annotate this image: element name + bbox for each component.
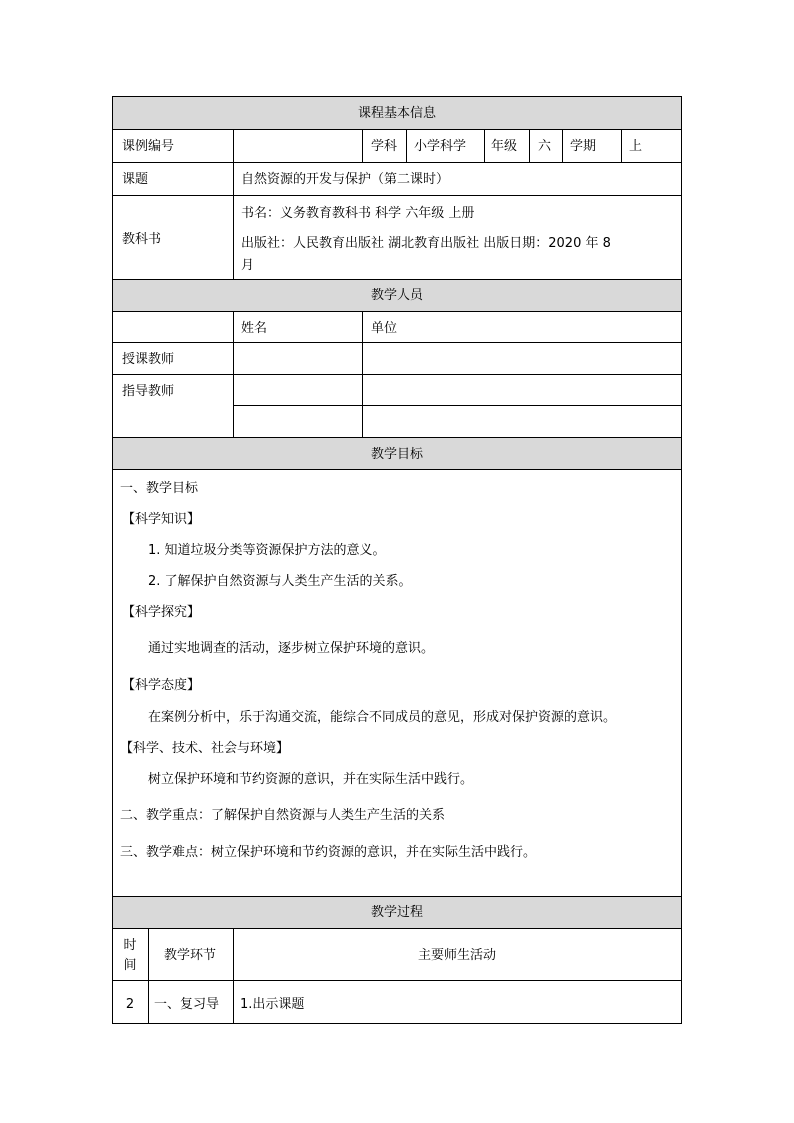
table-rule xyxy=(112,374,682,375)
table-rule xyxy=(112,162,682,163)
objective-line: 二、教学重点：了解保护自然资源与人类生产生活的关系 xyxy=(120,808,446,823)
objective-line: 【科学知识】 xyxy=(122,512,201,527)
objective-line: 【科学、技术、社会与环境】 xyxy=(120,741,290,756)
textbook-label: 教科书 xyxy=(122,232,162,247)
process-header: 教学过程 xyxy=(370,905,424,920)
table-rule xyxy=(233,129,234,279)
textbook-line-1: 书名：义务教育教科书 科学 六年级 上册 xyxy=(241,206,475,221)
textbook-line-3: 月 xyxy=(241,258,255,273)
table-rule xyxy=(233,405,682,406)
table-rule xyxy=(233,311,234,437)
term-label: 学期 xyxy=(570,139,597,154)
grade-value: 六 xyxy=(538,139,552,154)
table-rule xyxy=(112,96,682,97)
case-no-label: 课例编号 xyxy=(122,139,175,154)
table-rule xyxy=(112,195,682,196)
table-rule xyxy=(112,437,682,438)
objective-line: 【科学探究】 xyxy=(122,605,201,620)
topic-value: 自然资源的开发与保护（第二课时） xyxy=(241,172,450,187)
objective-line: 在案例分析中，乐于沟通交流，能综合不同成员的意见，形成对保护资源的意识。 xyxy=(148,710,617,725)
objective-line: 树立保护环境和节约资源的意识，并在实际生活中践行。 xyxy=(148,772,474,787)
table-rule xyxy=(484,129,485,162)
table-rule xyxy=(362,129,363,162)
process-row-activity: 1.出示课题 xyxy=(240,997,305,1012)
objective-line: 1. 知道垃圾分类等资源保护方法的意义。 xyxy=(148,543,386,558)
table-rule xyxy=(112,129,682,130)
table-rule xyxy=(406,129,407,162)
subject-value: 小学科学 xyxy=(414,139,467,154)
table-rule xyxy=(112,1023,682,1024)
objective-line: 通过实地调查的活动，逐步树立保护环境的意识。 xyxy=(148,641,435,656)
term-value: 上 xyxy=(629,139,643,154)
table-rule xyxy=(112,928,682,929)
activity-column-header: 主要师生活动 xyxy=(417,948,497,963)
textbook-line-2: 出版社：人民教育出版社 湖北教育出版社 出版日期：2020 年 8 xyxy=(241,236,611,251)
advisor-label: 指导教师 xyxy=(122,384,175,399)
objective-line: 一、教学目标 xyxy=(120,481,199,496)
objective-line: 【科学态度】 xyxy=(122,678,201,693)
table-rule xyxy=(112,96,113,1024)
table-rule xyxy=(362,311,363,437)
time-column-header-top: 时 xyxy=(123,938,137,953)
stage-column-header: 教学环节 xyxy=(163,948,217,963)
objective-line: 2. 了解保护自然资源与人类生产生活的关系。 xyxy=(148,574,412,589)
table-rule xyxy=(529,129,530,162)
table-rule xyxy=(562,129,563,162)
table-rule xyxy=(148,928,149,1023)
objective-line: 三、教学难点：树立保护环境和节约资源的意识，并在实际生活中践行。 xyxy=(120,845,537,860)
table-rule xyxy=(112,279,682,280)
objectives-header: 教学目标 xyxy=(370,447,424,462)
name-column-header: 姓名 xyxy=(241,321,268,336)
teacher-label: 授课教师 xyxy=(122,352,175,367)
process-row-time: 2 xyxy=(125,997,135,1012)
table-rule xyxy=(233,928,234,1023)
table-rule xyxy=(112,342,682,343)
table-rule xyxy=(112,469,682,470)
staff-header: 教学人员 xyxy=(370,288,424,303)
table-rule xyxy=(112,980,682,981)
topic-label: 课题 xyxy=(122,172,149,187)
process-row-stage: 一、复习导 xyxy=(154,997,220,1012)
basic-info-header: 课程基本信息 xyxy=(357,106,437,121)
table-rule xyxy=(621,129,622,162)
subject-label: 学科 xyxy=(371,139,398,154)
table-rule xyxy=(681,96,682,1024)
time-column-header-bottom: 间 xyxy=(123,958,137,973)
grade-label: 年级 xyxy=(491,139,518,154)
table-rule xyxy=(112,311,682,312)
unit-column-header: 单位 xyxy=(371,321,398,336)
table-rule xyxy=(112,896,682,897)
